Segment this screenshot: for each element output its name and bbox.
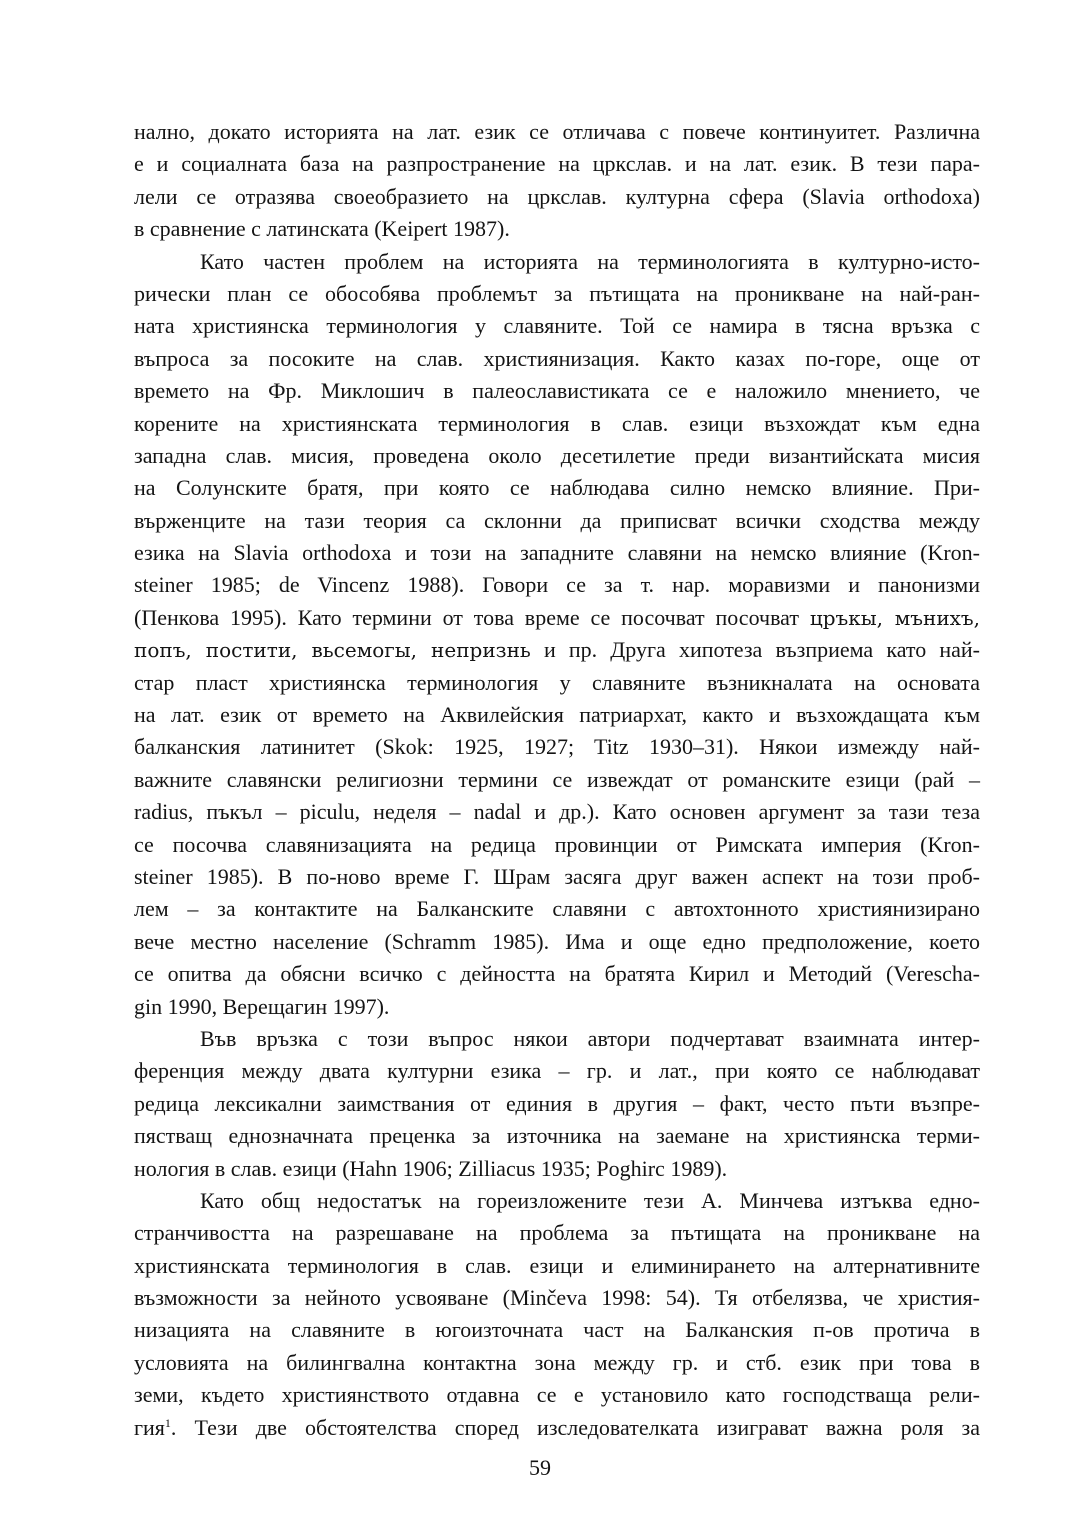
text-line: steiner 1985). В по-ново време Г. Шрам засяга друг важен аспект на този проб-	[134, 863, 980, 889]
text-line: въпроса за посоките на слав. християнизация. Както казах по-горе, още от	[134, 345, 980, 371]
text-line	[134, 602, 980, 634]
text-line: езика на Slavia orthodoxa и този на западните славяни на немско влияние (Kron-	[134, 540, 980, 566]
text-line: времето на Фр. Миклошич в палеославистиката се е наложило мнението, че	[134, 378, 980, 404]
text-line: ната християнска терминология у славяните. Той се намира в тясна връзка с	[134, 313, 980, 339]
text-line: низацията на славяните в югоизточната част на Балканския п-ов протича в	[134, 1317, 980, 1343]
paragraph-first-line: Като общ недостатък на гореизложените тези А. Минчева изтъква едно-	[200, 1187, 980, 1213]
text-fragment: . Тези две обстоятелства според изследователката изиграват важна роля за	[170, 1414, 980, 1440]
text-line: редица лексикални заимствания от единия в другия – факт, често пъти възпре-	[134, 1090, 980, 1116]
text-line: вече местно население (Schramm 1985). Има и още едно предположение, което	[134, 928, 980, 954]
text-line: западна слав. мисия, проведена около десетилетие преди византийската мисия	[134, 442, 980, 468]
text-line: се посочва славянизацията на редица провинции от Римската империя (Kron-	[134, 831, 980, 857]
text-line: възможности за нейното усвояване (Minčeva 1998: 54). Тя отбелязва, че христия-	[134, 1285, 980, 1311]
text-line: ференция между двата културни езика – гр. и лат., при която се наблюдават	[134, 1058, 980, 1084]
text-line: radius, пъкъл – piculu, неделя – nadal и др.). Като основен аргумент за тази теза	[134, 799, 980, 825]
text-fragment: гия	[134, 1414, 165, 1440]
text-line: gin 1990, Верещагин 1997).	[134, 993, 390, 1019]
text-line: условията на билингвална контактна зона между гр. и стб. език при това в	[134, 1349, 980, 1375]
text-line: балканския латинитет (Skok: 1925, 1927; Titz 1930–31). Някои измежду най-	[134, 734, 980, 760]
text-line: лели се отразява своеобразието на цркслав. културна сфера (Slavia orthodoxa)	[134, 183, 980, 209]
text-line: е и социалната база на разпространение на цркслав. и на лат. език. В тези пара-	[134, 151, 980, 177]
text-line: земи, където християнството отдавна се е установило като господстваща рели-	[134, 1382, 980, 1408]
text-line: рически план се обособява проблемът за пътищата на проникване на най-ран-	[134, 280, 980, 306]
paragraph-first-line: Във връзка с този въпрос някои автори подчертават взаимната интер-	[200, 1025, 980, 1051]
text-line: корените на християнската терминология в слав. езици възхождат към една	[134, 410, 980, 436]
footnote-marker[interactable]: 1	[164, 1415, 171, 1430]
page-number: 59	[529, 1455, 551, 1480]
text-fragment: и пр. Друга хипотеза възприема като най-	[530, 637, 980, 663]
paragraph-first-line: Като частен проблем на историята на терминологията в културно-исто-	[200, 248, 980, 274]
text-line: върженците на тази теория са склонни да приписват всички сходства между	[134, 507, 980, 533]
text-line: нология в слав. езици (Hahn 1906; Zilliacus 1935; Poghirc 1989).	[134, 1155, 728, 1181]
text-line: в сравнение с латинската (Keipert 1987).	[134, 216, 510, 242]
body-text	[134, 116, 980, 1444]
text-line: християнската терминология в слав. езици и елиминирането на алтернативните	[134, 1252, 980, 1278]
text-line: нално, докато историята на лат. език се отличава с повече континуитет. Различна	[134, 119, 980, 144]
text-line: стар пласт християнска терминология у славяните възникналата на основата	[134, 669, 980, 695]
text-line: на Солунските братя, при която се наблюдава силно немско влияние. При-	[134, 475, 980, 501]
text-line	[134, 634, 980, 666]
text-line: на лат. език от времето на Аквилейския патриархат, както и възхождащата към	[134, 702, 980, 728]
text-line: пястващ еднозначната преценка за източника на заемане на християнска терми-	[134, 1123, 980, 1149]
text-fragment: (Пенкова 1995). Като термини от това време се посочват посочват	[134, 604, 799, 630]
text-line: се опитва да обясни всичко с дейността на братята Кирил и Методий (Vereschа-	[134, 961, 980, 987]
church-slavonic-terms: попъ, постити, вьсемогы, непризнь	[134, 638, 531, 663]
text-line: steiner 1985; de Vincenz 1988). Говори се за т. нар. моравизми и панонизми	[134, 572, 980, 598]
church-slavonic-terms: цръкы, мънихъ,	[809, 605, 981, 630]
text-line	[134, 1412, 980, 1444]
text-line: странчивостта на разрешаване на проблема за пътищата на проникване на	[134, 1220, 980, 1246]
text-line: важните славянски религиозни термини се извеждат от романските езици (рай –	[134, 766, 980, 792]
text-line: лем – за контактите на Балканските славяни с автохтонното християнизирано	[134, 896, 980, 922]
